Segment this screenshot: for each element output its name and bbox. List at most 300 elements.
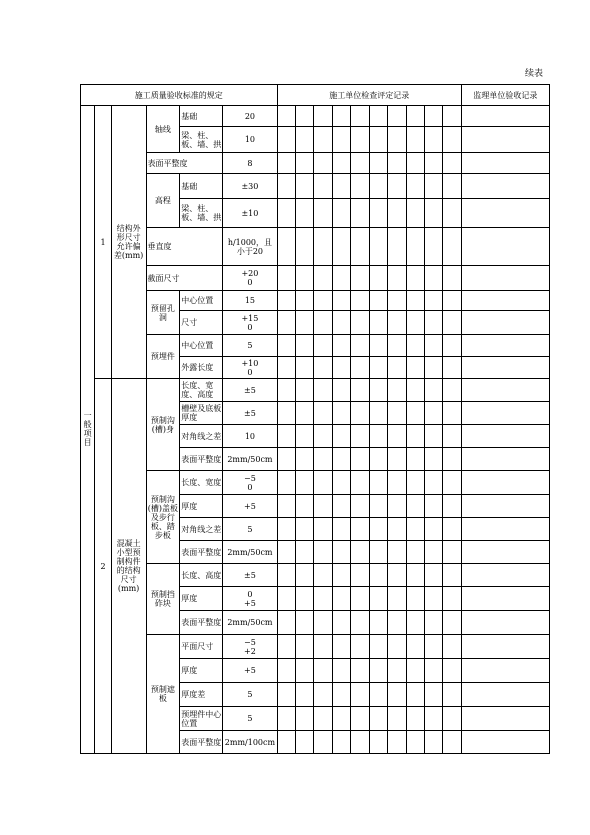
contractor-record-cell[interactable]	[277, 311, 295, 335]
contractor-record-cell[interactable]	[369, 106, 387, 127]
contractor-record-cell[interactable]	[388, 448, 406, 471]
contractor-record-cell[interactable]	[369, 425, 387, 448]
contractor-record-cell[interactable]	[388, 635, 406, 659]
contractor-record-cell[interactable]	[314, 707, 332, 731]
contractor-record-cell[interactable]	[388, 518, 406, 541]
contractor-record-cell[interactable]	[406, 266, 424, 291]
contractor-record-cell[interactable]	[351, 199, 369, 228]
contractor-record-cell[interactable]	[388, 357, 406, 379]
contractor-record-cell[interactable]	[332, 541, 350, 564]
contractor-record-cell[interactable]	[351, 228, 369, 266]
contractor-record-cell[interactable]	[314, 635, 332, 659]
contractor-record-cell[interactable]	[388, 541, 406, 564]
supervisor-record-cell[interactable]	[461, 731, 549, 754]
contractor-record-cell[interactable]	[388, 425, 406, 448]
contractor-record-cell[interactable]	[424, 379, 442, 402]
contractor-record-cell[interactable]	[424, 425, 442, 448]
supervisor-record-cell[interactable]	[461, 174, 549, 199]
supervisor-record-cell[interactable]	[461, 153, 549, 174]
contractor-record-cell[interactable]	[332, 311, 350, 335]
contractor-record-cell[interactable]	[296, 174, 314, 199]
contractor-record-cell[interactable]	[406, 611, 424, 635]
contractor-record-cell[interactable]	[314, 335, 332, 357]
contractor-record-cell[interactable]	[296, 659, 314, 683]
contractor-record-cell[interactable]	[443, 311, 461, 335]
contractor-record-cell[interactable]	[369, 228, 387, 266]
contractor-record-cell[interactable]	[443, 683, 461, 707]
contractor-record-cell[interactable]	[277, 683, 295, 707]
contractor-record-cell[interactable]	[443, 587, 461, 611]
contractor-record-cell[interactable]	[369, 495, 387, 518]
contractor-record-cell[interactable]	[406, 683, 424, 707]
contractor-record-cell[interactable]	[406, 659, 424, 683]
contractor-record-cell[interactable]	[369, 471, 387, 495]
contractor-record-cell[interactable]	[443, 564, 461, 587]
contractor-record-cell[interactable]	[388, 683, 406, 707]
contractor-record-cell[interactable]	[424, 683, 442, 707]
contractor-record-cell[interactable]	[296, 518, 314, 541]
contractor-record-cell[interactable]	[314, 611, 332, 635]
contractor-record-cell[interactable]	[314, 106, 332, 127]
contractor-record-cell[interactable]	[296, 425, 314, 448]
contractor-record-cell[interactable]	[332, 564, 350, 587]
contractor-record-cell[interactable]	[296, 357, 314, 379]
contractor-record-cell[interactable]	[277, 153, 295, 174]
contractor-record-cell[interactable]	[332, 683, 350, 707]
contractor-record-cell[interactable]	[424, 518, 442, 541]
contractor-record-cell[interactable]	[406, 471, 424, 495]
contractor-record-cell[interactable]	[369, 174, 387, 199]
contractor-record-cell[interactable]	[314, 564, 332, 587]
contractor-record-cell[interactable]	[296, 707, 314, 731]
contractor-record-cell[interactable]	[406, 587, 424, 611]
supervisor-record-cell[interactable]	[461, 683, 549, 707]
contractor-record-cell[interactable]	[351, 335, 369, 357]
contractor-record-cell[interactable]	[443, 266, 461, 291]
contractor-record-cell[interactable]	[424, 335, 442, 357]
contractor-record-cell[interactable]	[351, 127, 369, 153]
contractor-record-cell[interactable]	[443, 153, 461, 174]
contractor-record-cell[interactable]	[443, 199, 461, 228]
contractor-record-cell[interactable]	[296, 541, 314, 564]
contractor-record-cell[interactable]	[351, 357, 369, 379]
contractor-record-cell[interactable]	[277, 564, 295, 587]
contractor-record-cell[interactable]	[443, 731, 461, 754]
contractor-record-cell[interactable]	[332, 495, 350, 518]
contractor-record-cell[interactable]	[443, 174, 461, 199]
contractor-record-cell[interactable]	[351, 379, 369, 402]
contractor-record-cell[interactable]	[388, 659, 406, 683]
contractor-record-cell[interactable]	[424, 587, 442, 611]
supervisor-record-cell[interactable]	[461, 707, 549, 731]
contractor-record-cell[interactable]	[406, 335, 424, 357]
contractor-record-cell[interactable]	[424, 635, 442, 659]
contractor-record-cell[interactable]	[406, 379, 424, 402]
contractor-record-cell[interactable]	[406, 541, 424, 564]
contractor-record-cell[interactable]	[314, 199, 332, 228]
contractor-record-cell[interactable]	[369, 266, 387, 291]
contractor-record-cell[interactable]	[277, 357, 295, 379]
contractor-record-cell[interactable]	[369, 541, 387, 564]
contractor-record-cell[interactable]	[369, 199, 387, 228]
contractor-record-cell[interactable]	[296, 199, 314, 228]
contractor-record-cell[interactable]	[351, 106, 369, 127]
contractor-record-cell[interactable]	[351, 153, 369, 174]
contractor-record-cell[interactable]	[406, 731, 424, 754]
contractor-record-cell[interactable]	[388, 731, 406, 754]
contractor-record-cell[interactable]	[314, 311, 332, 335]
contractor-record-cell[interactable]	[351, 659, 369, 683]
contractor-record-cell[interactable]	[314, 471, 332, 495]
contractor-record-cell[interactable]	[314, 518, 332, 541]
contractor-record-cell[interactable]	[406, 174, 424, 199]
supervisor-record-cell[interactable]	[461, 335, 549, 357]
contractor-record-cell[interactable]	[332, 635, 350, 659]
contractor-record-cell[interactable]	[424, 402, 442, 425]
contractor-record-cell[interactable]	[351, 311, 369, 335]
contractor-record-cell[interactable]	[314, 402, 332, 425]
contractor-record-cell[interactable]	[296, 731, 314, 754]
contractor-record-cell[interactable]	[296, 311, 314, 335]
contractor-record-cell[interactable]	[369, 291, 387, 311]
contractor-record-cell[interactable]	[277, 471, 295, 495]
contractor-record-cell[interactable]	[369, 335, 387, 357]
contractor-record-cell[interactable]	[443, 541, 461, 564]
supervisor-record-cell[interactable]	[461, 357, 549, 379]
contractor-record-cell[interactable]	[443, 228, 461, 266]
contractor-record-cell[interactable]	[369, 357, 387, 379]
contractor-record-cell[interactable]	[388, 311, 406, 335]
contractor-record-cell[interactable]	[388, 106, 406, 127]
contractor-record-cell[interactable]	[351, 564, 369, 587]
contractor-record-cell[interactable]	[277, 611, 295, 635]
contractor-record-cell[interactable]	[277, 266, 295, 291]
contractor-record-cell[interactable]	[314, 731, 332, 754]
contractor-record-cell[interactable]	[443, 518, 461, 541]
contractor-record-cell[interactable]	[406, 707, 424, 731]
contractor-record-cell[interactable]	[424, 611, 442, 635]
contractor-record-cell[interactable]	[424, 127, 442, 153]
contractor-record-cell[interactable]	[369, 659, 387, 683]
supervisor-record-cell[interactable]	[461, 106, 549, 127]
contractor-record-cell[interactable]	[314, 448, 332, 471]
contractor-record-cell[interactable]	[332, 127, 350, 153]
contractor-record-cell[interactable]	[332, 357, 350, 379]
contractor-record-cell[interactable]	[351, 683, 369, 707]
contractor-record-cell[interactable]	[314, 266, 332, 291]
contractor-record-cell[interactable]	[296, 611, 314, 635]
contractor-record-cell[interactable]	[351, 448, 369, 471]
contractor-record-cell[interactable]	[351, 471, 369, 495]
supervisor-record-cell[interactable]	[461, 611, 549, 635]
contractor-record-cell[interactable]	[277, 106, 295, 127]
contractor-record-cell[interactable]	[296, 379, 314, 402]
contractor-record-cell[interactable]	[424, 471, 442, 495]
contractor-record-cell[interactable]	[277, 174, 295, 199]
contractor-record-cell[interactable]	[277, 659, 295, 683]
contractor-record-cell[interactable]	[277, 335, 295, 357]
contractor-record-cell[interactable]	[424, 707, 442, 731]
contractor-record-cell[interactable]	[388, 495, 406, 518]
contractor-record-cell[interactable]	[332, 335, 350, 357]
contractor-record-cell[interactable]	[277, 518, 295, 541]
contractor-record-cell[interactable]	[369, 587, 387, 611]
contractor-record-cell[interactable]	[296, 266, 314, 291]
contractor-record-cell[interactable]	[443, 448, 461, 471]
contractor-record-cell[interactable]	[443, 106, 461, 127]
contractor-record-cell[interactable]	[277, 707, 295, 731]
contractor-record-cell[interactable]	[369, 153, 387, 174]
supervisor-record-cell[interactable]	[461, 266, 549, 291]
contractor-record-cell[interactable]	[424, 659, 442, 683]
contractor-record-cell[interactable]	[406, 199, 424, 228]
contractor-record-cell[interactable]	[314, 425, 332, 448]
contractor-record-cell[interactable]	[369, 635, 387, 659]
contractor-record-cell[interactable]	[314, 174, 332, 199]
contractor-record-cell[interactable]	[296, 471, 314, 495]
contractor-record-cell[interactable]	[369, 448, 387, 471]
contractor-record-cell[interactable]	[296, 402, 314, 425]
contractor-record-cell[interactable]	[369, 683, 387, 707]
contractor-record-cell[interactable]	[424, 731, 442, 754]
contractor-record-cell[interactable]	[406, 106, 424, 127]
contractor-record-cell[interactable]	[369, 127, 387, 153]
contractor-record-cell[interactable]	[369, 402, 387, 425]
contractor-record-cell[interactable]	[296, 683, 314, 707]
contractor-record-cell[interactable]	[277, 731, 295, 754]
contractor-record-cell[interactable]	[351, 541, 369, 564]
contractor-record-cell[interactable]	[332, 266, 350, 291]
contractor-record-cell[interactable]	[332, 707, 350, 731]
supervisor-record-cell[interactable]	[461, 471, 549, 495]
contractor-record-cell[interactable]	[406, 564, 424, 587]
contractor-record-cell[interactable]	[369, 611, 387, 635]
contractor-record-cell[interactable]	[388, 266, 406, 291]
contractor-record-cell[interactable]	[277, 127, 295, 153]
contractor-record-cell[interactable]	[443, 495, 461, 518]
supervisor-record-cell[interactable]	[461, 587, 549, 611]
supervisor-record-cell[interactable]	[461, 379, 549, 402]
contractor-record-cell[interactable]	[388, 379, 406, 402]
contractor-record-cell[interactable]	[332, 291, 350, 311]
contractor-record-cell[interactable]	[351, 402, 369, 425]
contractor-record-cell[interactable]	[406, 448, 424, 471]
supervisor-record-cell[interactable]	[461, 564, 549, 587]
contractor-record-cell[interactable]	[406, 402, 424, 425]
contractor-record-cell[interactable]	[424, 228, 442, 266]
contractor-record-cell[interactable]	[424, 311, 442, 335]
contractor-record-cell[interactable]	[351, 291, 369, 311]
supervisor-record-cell[interactable]	[461, 635, 549, 659]
contractor-record-cell[interactable]	[388, 153, 406, 174]
contractor-record-cell[interactable]	[443, 471, 461, 495]
contractor-record-cell[interactable]	[277, 425, 295, 448]
contractor-record-cell[interactable]	[424, 153, 442, 174]
contractor-record-cell[interactable]	[369, 731, 387, 754]
contractor-record-cell[interactable]	[332, 471, 350, 495]
contractor-record-cell[interactable]	[406, 127, 424, 153]
supervisor-record-cell[interactable]	[461, 291, 549, 311]
contractor-record-cell[interactable]	[277, 291, 295, 311]
contractor-record-cell[interactable]	[332, 228, 350, 266]
contractor-record-cell[interactable]	[314, 291, 332, 311]
contractor-record-cell[interactable]	[443, 402, 461, 425]
contractor-record-cell[interactable]	[406, 425, 424, 448]
supervisor-record-cell[interactable]	[461, 495, 549, 518]
contractor-record-cell[interactable]	[443, 379, 461, 402]
contractor-record-cell[interactable]	[424, 448, 442, 471]
contractor-record-cell[interactable]	[277, 448, 295, 471]
contractor-record-cell[interactable]	[314, 228, 332, 266]
contractor-record-cell[interactable]	[424, 495, 442, 518]
contractor-record-cell[interactable]	[332, 518, 350, 541]
contractor-record-cell[interactable]	[351, 495, 369, 518]
supervisor-record-cell[interactable]	[461, 425, 549, 448]
contractor-record-cell[interactable]	[332, 106, 350, 127]
contractor-record-cell[interactable]	[424, 357, 442, 379]
supervisor-record-cell[interactable]	[461, 199, 549, 228]
contractor-record-cell[interactable]	[296, 335, 314, 357]
contractor-record-cell[interactable]	[314, 127, 332, 153]
contractor-record-cell[interactable]	[296, 127, 314, 153]
contractor-record-cell[interactable]	[351, 425, 369, 448]
contractor-record-cell[interactable]	[388, 564, 406, 587]
contractor-record-cell[interactable]	[369, 311, 387, 335]
contractor-record-cell[interactable]	[351, 518, 369, 541]
contractor-record-cell[interactable]	[406, 495, 424, 518]
contractor-record-cell[interactable]	[369, 707, 387, 731]
contractor-record-cell[interactable]	[332, 402, 350, 425]
contractor-record-cell[interactable]	[296, 153, 314, 174]
contractor-record-cell[interactable]	[406, 228, 424, 266]
contractor-record-cell[interactable]	[332, 199, 350, 228]
contractor-record-cell[interactable]	[332, 731, 350, 754]
contractor-record-cell[interactable]	[296, 448, 314, 471]
contractor-record-cell[interactable]	[314, 683, 332, 707]
contractor-record-cell[interactable]	[406, 635, 424, 659]
supervisor-record-cell[interactable]	[461, 228, 549, 266]
tolerance-value: 5	[223, 683, 277, 707]
contractor-record-cell[interactable]	[277, 541, 295, 564]
contractor-record-cell[interactable]	[296, 495, 314, 518]
contractor-record-cell[interactable]	[314, 587, 332, 611]
contractor-record-cell[interactable]	[406, 291, 424, 311]
contractor-record-cell[interactable]	[424, 106, 442, 127]
contractor-record-cell[interactable]	[351, 266, 369, 291]
contractor-record-cell[interactable]	[424, 541, 442, 564]
contractor-record-cell[interactable]	[406, 153, 424, 174]
contractor-record-cell[interactable]	[388, 471, 406, 495]
contractor-record-cell[interactable]	[277, 587, 295, 611]
contractor-record-cell[interactable]	[332, 659, 350, 683]
contractor-record-cell[interactable]	[332, 174, 350, 199]
contractor-record-cell[interactable]	[424, 199, 442, 228]
contractor-record-cell[interactable]	[314, 659, 332, 683]
supervisor-record-cell[interactable]	[461, 127, 549, 153]
contractor-record-cell[interactable]	[388, 174, 406, 199]
contractor-record-cell[interactable]	[388, 199, 406, 228]
contractor-record-cell[interactable]	[277, 635, 295, 659]
contractor-record-cell[interactable]	[332, 587, 350, 611]
contractor-record-cell[interactable]	[351, 707, 369, 731]
contractor-record-cell[interactable]	[369, 379, 387, 402]
contractor-record-cell[interactable]	[388, 291, 406, 311]
contractor-record-cell[interactable]	[296, 564, 314, 587]
contractor-record-cell[interactable]	[369, 564, 387, 587]
contractor-record-cell[interactable]	[369, 518, 387, 541]
contractor-record-cell[interactable]	[332, 153, 350, 174]
supervisor-record-cell[interactable]	[461, 448, 549, 471]
contractor-record-cell[interactable]	[277, 379, 295, 402]
contractor-record-cell[interactable]	[388, 127, 406, 153]
contractor-record-cell[interactable]	[443, 707, 461, 731]
tolerance-value: 5	[223, 707, 277, 731]
contractor-record-cell[interactable]	[443, 425, 461, 448]
contractor-record-cell[interactable]	[332, 379, 350, 402]
contractor-record-cell[interactable]	[351, 611, 369, 635]
contractor-record-cell[interactable]	[332, 425, 350, 448]
contractor-record-cell[interactable]	[443, 357, 461, 379]
contractor-record-cell[interactable]	[424, 174, 442, 199]
contractor-record-cell[interactable]	[296, 106, 314, 127]
contractor-record-cell[interactable]	[351, 587, 369, 611]
contractor-record-cell[interactable]	[424, 291, 442, 311]
contractor-record-cell[interactable]	[351, 731, 369, 754]
contractor-record-cell[interactable]	[388, 611, 406, 635]
contractor-record-cell[interactable]	[406, 311, 424, 335]
contractor-record-cell[interactable]	[314, 153, 332, 174]
contractor-record-cell[interactable]	[314, 541, 332, 564]
contractor-record-cell[interactable]	[277, 199, 295, 228]
contractor-record-cell[interactable]	[406, 357, 424, 379]
contractor-record-cell[interactable]	[443, 635, 461, 659]
contractor-record-cell[interactable]	[332, 611, 350, 635]
contractor-record-cell[interactable]	[351, 174, 369, 199]
contractor-record-cell[interactable]	[406, 518, 424, 541]
contractor-record-cell[interactable]	[443, 611, 461, 635]
contractor-record-cell[interactable]	[443, 335, 461, 357]
contractor-record-cell[interactable]	[277, 495, 295, 518]
contractor-record-cell[interactable]	[388, 402, 406, 425]
contractor-record-cell[interactable]	[351, 635, 369, 659]
contractor-record-cell[interactable]	[388, 228, 406, 266]
supervisor-record-cell[interactable]	[461, 311, 549, 335]
contractor-record-cell[interactable]	[314, 357, 332, 379]
contractor-record-cell[interactable]	[424, 564, 442, 587]
contractor-record-cell[interactable]	[277, 402, 295, 425]
contractor-record-cell[interactable]	[296, 228, 314, 266]
supervisor-record-cell[interactable]	[461, 402, 549, 425]
contractor-record-cell[interactable]	[332, 448, 350, 471]
tolerance-value: 10	[223, 425, 277, 448]
contractor-record-cell[interactable]	[296, 635, 314, 659]
contractor-record-cell[interactable]	[443, 291, 461, 311]
contractor-record-cell[interactable]	[388, 587, 406, 611]
contractor-record-cell[interactable]	[388, 707, 406, 731]
contractor-record-cell[interactable]	[296, 587, 314, 611]
supervisor-record-cell[interactable]	[461, 541, 549, 564]
contractor-record-cell[interactable]	[443, 127, 461, 153]
contractor-record-cell[interactable]	[277, 228, 295, 266]
contractor-record-cell[interactable]	[314, 495, 332, 518]
supervisor-record-cell[interactable]	[461, 659, 549, 683]
contractor-record-cell[interactable]	[296, 291, 314, 311]
contractor-record-cell[interactable]	[443, 659, 461, 683]
contractor-record-cell[interactable]	[424, 266, 442, 291]
contractor-record-cell[interactable]	[314, 379, 332, 402]
contractor-record-cell[interactable]	[388, 335, 406, 357]
supervisor-record-cell[interactable]	[461, 518, 549, 541]
